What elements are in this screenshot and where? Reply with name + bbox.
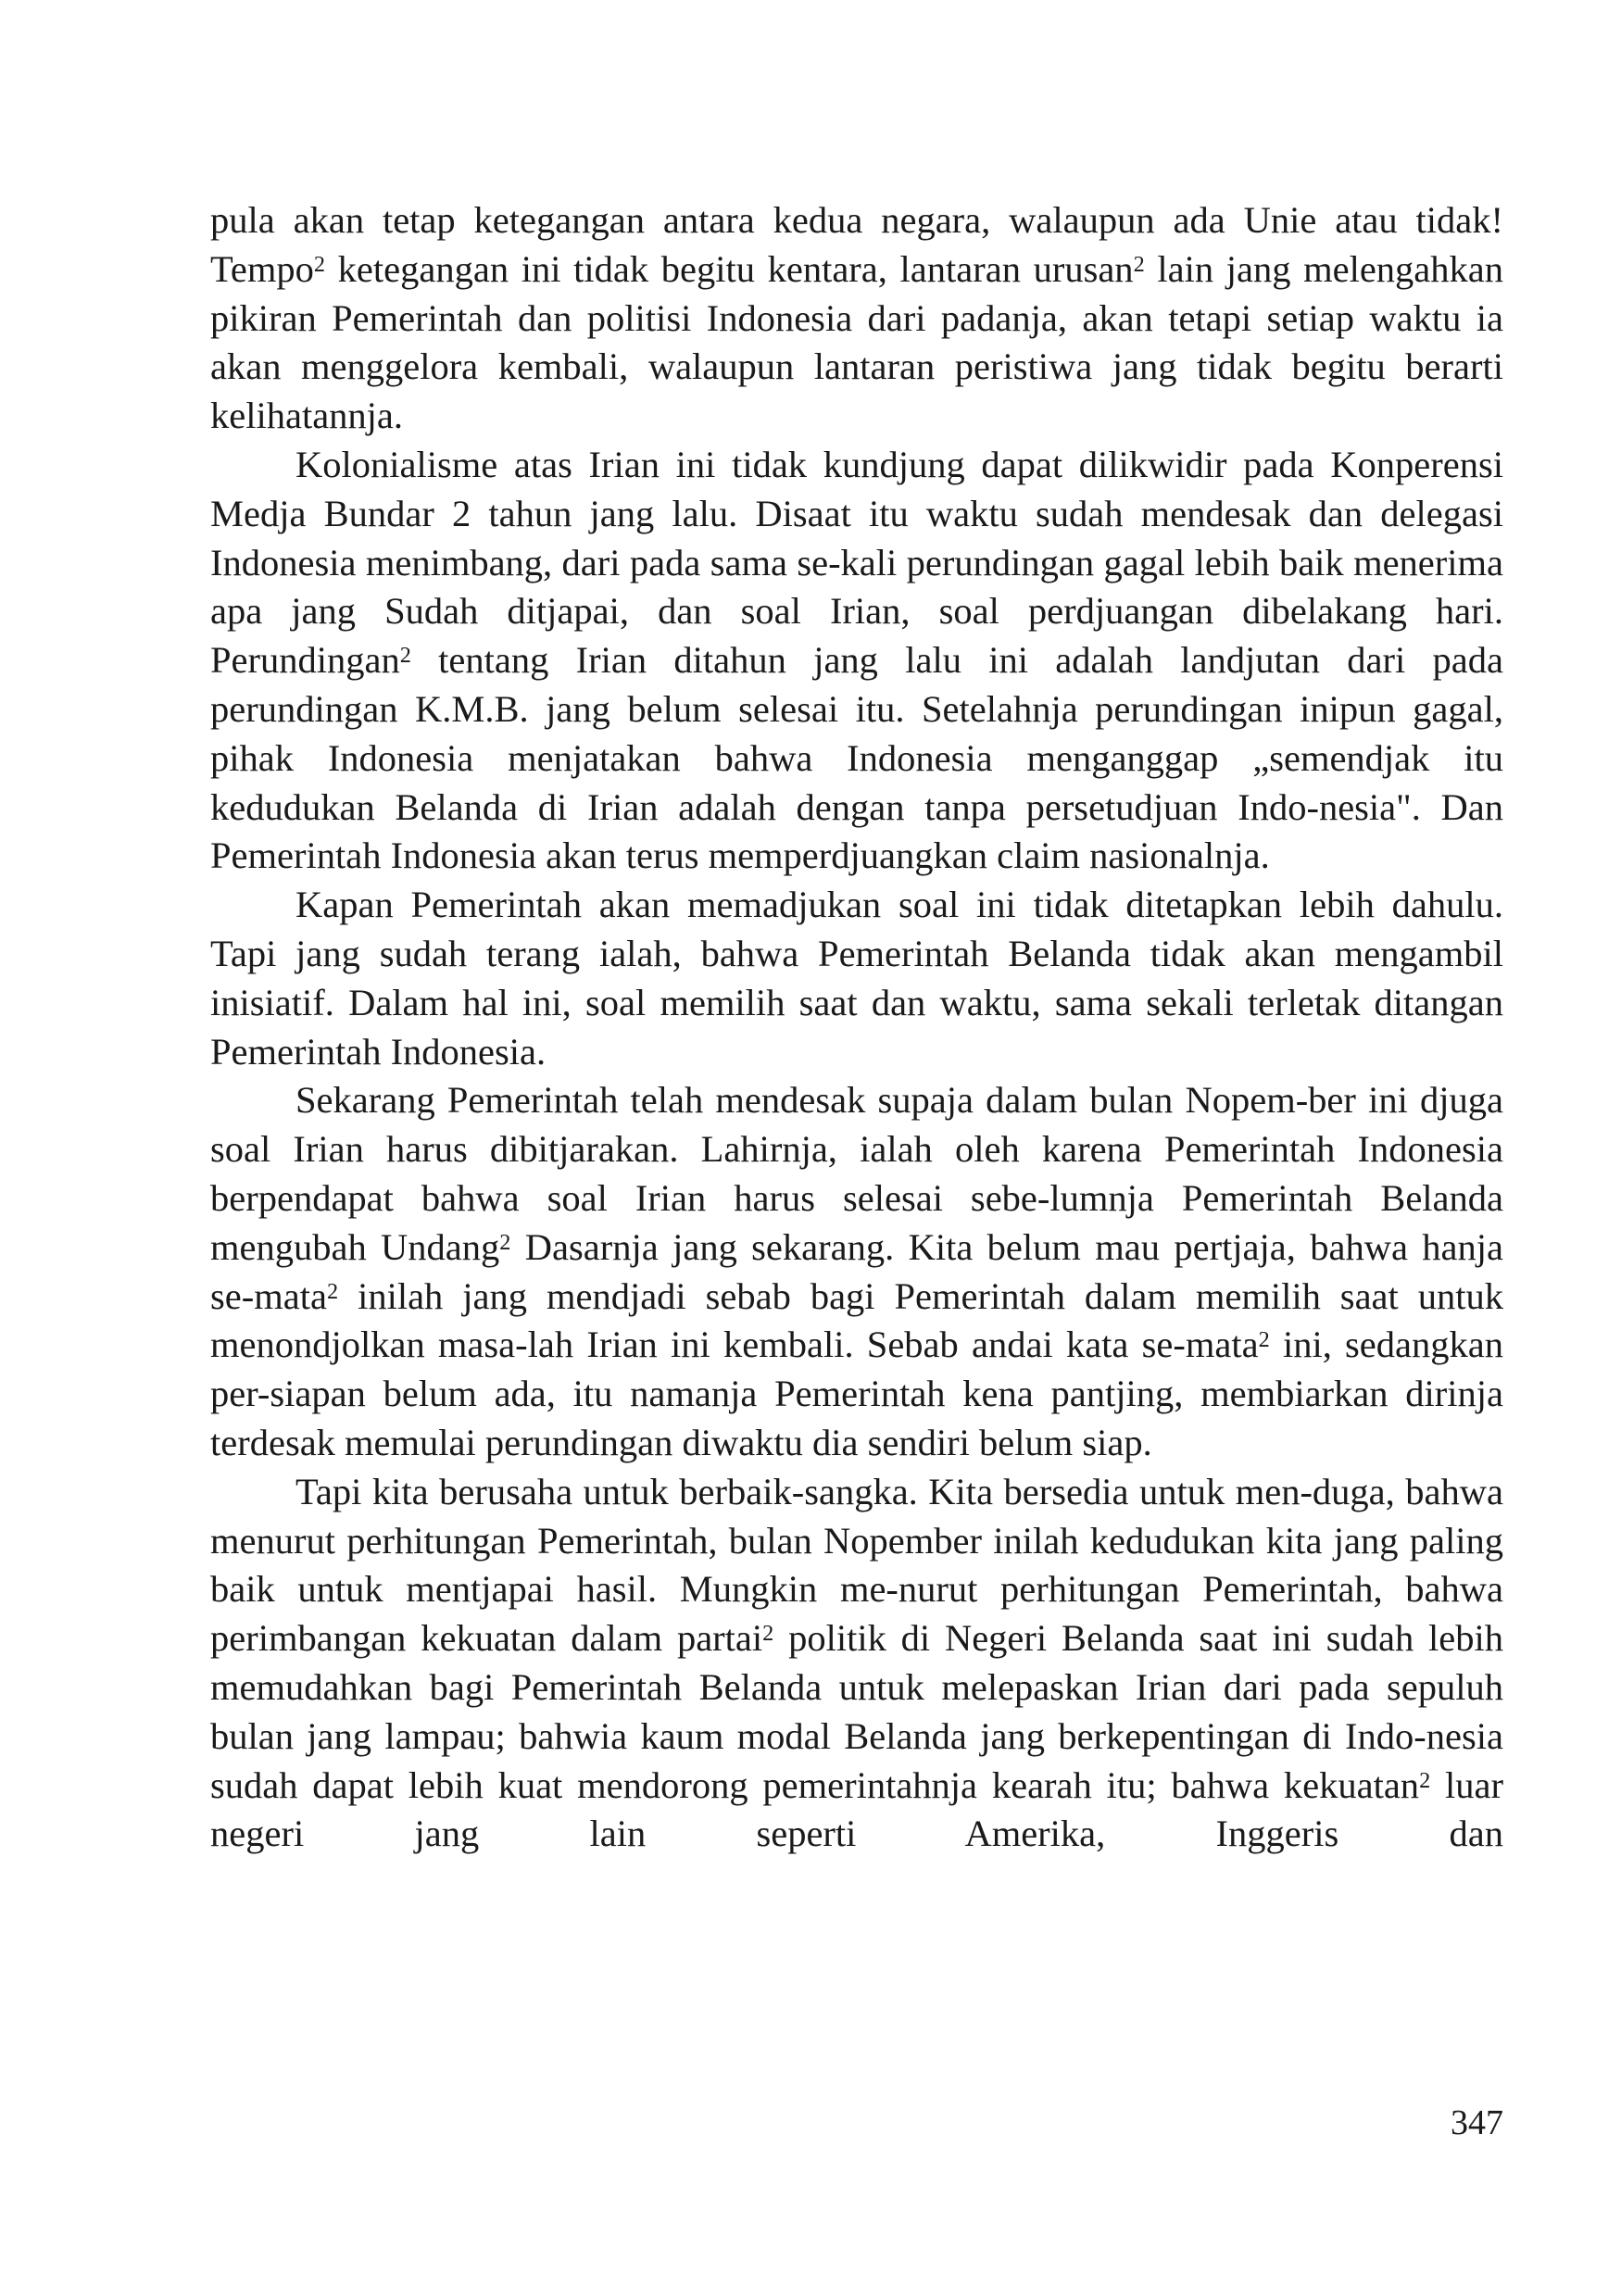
paragraph-1: pula akan tetap ketegangan antara kedua negara, walaupun ada Unie atau tidak! Tempo$^2$ ketegangan ini tidak begitu kentara, lantaran urusan$^2$ lain jang melengahkan pikiran Pemerintah dan politisi Indonesia dari padanja, akan tetapi setiap waktu ia akan menggelora kembali, walaupun lantaran peristiwa jang tidak begitu berarti kelihatannja. [210, 199, 1503, 437]
page-body [210, 196, 1503, 1859]
paragraph-3: Kapan Pemerintah akan memadjukan soal ini tidak ditetapkan lebih dahulu. Tapi jang sudah terang ialah, bahwa Pemerintah Belanda tidak akan mengambil inisiatif. Dalam hal ini, soal memilih saat dan waktu, sama sekali terletak ditangan Pemerintah Indonesia. [210, 884, 1503, 1073]
paragraph-2: Kolonialisme atas Irian ini tidak kundjung dapat dilikwidir pada Konperensi Medja Bundar 2 tahun jang lalu. Disaat itu waktu sudah mendesak dan delegasi Indonesia menimbang, dari pada sama se-kali perundingan gagal lebih baik menerima apa jang Sudah ditjapai, dan soal Irian, soal perdjuangan dibelakang hari. Perundingan$^2$ tentang Irian ditahun jang lalu ini adalah landjutan dari pada perundingan K.M.B. jang belum selesai itu. Setelahnja perundingan inipun gagal, pihak Indonesia menjatakan bahwa Indonesia menganggap „semendjak itu kedudukan Belanda di Irian adalah dengan tanpa persetudjuan Indo-nesia". Dan Pemerintah Indonesia akan terus memperdjuangkan claim nasionalnja. [210, 443, 1503, 877]
paragraph-4: Sekarang Pemerintah telah mendesak supaja dalam bulan Nopem-ber ini djuga soal Irian harus dibitjarakan. Lahirnja, ialah oleh karena Pemerintah Indonesia berpendapat bahwa soal Irian harus selesai sebe-lumnja Pemerintah Belanda mengubah Undang$^2$ Dasarnja jang sekarang. Kita belum mau pertjaja, bahwa hanja se-mata$^2$ inilah jang mendjadi sebab bagi Pemerintah dalam memilih saat untuk menondjolkan masa-lah Irian ini kembali. Sebab andai kata se-mata$^2$ ini, sedangkan per-siapan belum ada, itu namanja Pemerintah kena pantjing, membiarkan dirinja terdesak memulai perundingan diwaktu dia sendiri belum siap. [210, 1079, 1503, 1463]
paragraph-5: Tapi kita berusaha untuk berbaik-sangka. Kita bersedia untuk men-duga, bahwa menurut perhitungan Pemerintah, bulan Nopember inilah kedudukan kita jang paling baik untuk mentjapai hasil. Mungkin me-nurut perhitungan Pemerintah, bahwa perimbangan kekuatan dalam partai$^2$ politik di Negeri Belanda saat ini sudah lebih memudahkan bagi Pemerintah Belanda untuk melepaskan Irian dari pada sepuluh bulan jang lampau; bahwia kaum modal Belanda jang berkepentingan di Indo-nesia sudah dapat lebih kuat mendorong pemerintahnja kearah itu; bahwa kekuatan$^2$ luar negeri jang lain seperti Amerika, Inggeris dan [210, 1470, 1503, 1855]
page-number: 347 [1451, 2103, 1503, 2142]
